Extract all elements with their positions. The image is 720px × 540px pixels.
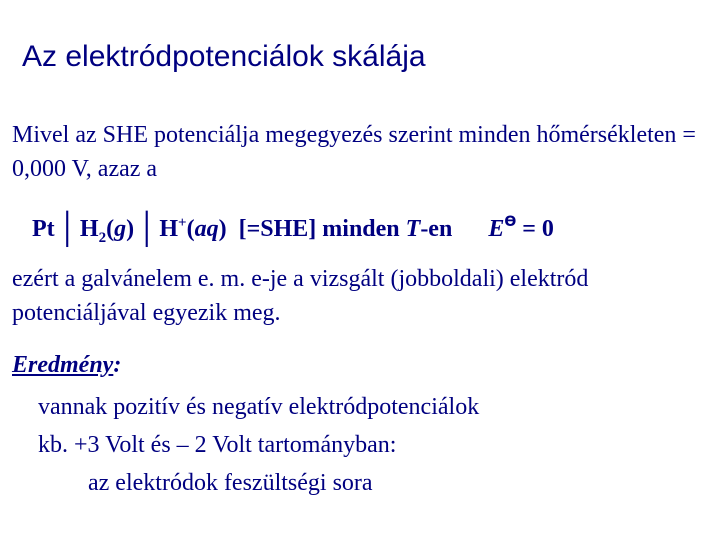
result-heading — [12, 352, 121, 379]
formula-gas-state: (g) — [106, 216, 135, 242]
formula-h2-subscript: 2 — [98, 229, 107, 246]
result-heading-label: Eredmény — [12, 352, 114, 378]
formula-aq-state: (aq) — [186, 216, 227, 242]
cell-notation-formula — [32, 210, 554, 247]
result-line: kb. +3 Volt és – 2 Volt tartományban: — [38, 432, 397, 458]
formula-h2: H — [79, 216, 99, 242]
formula-equals-zero: = 0 — [516, 216, 554, 242]
phase-boundary: │ — [56, 212, 78, 245]
formula-e-symbol: E — [488, 216, 505, 242]
slide-title: Az elektródpotenciálok skálája — [22, 40, 426, 73]
formula-en: -en — [420, 216, 453, 242]
result-line: vannak pozitív és negatív elektródpotenciálok — [38, 394, 480, 420]
result-line: az elektródok feszültségi sora — [88, 470, 373, 496]
consequence-paragraph: ezért a galvánelem e. m. e-je a vizsgált (jobboldali) elektród potenciáljával egyezik meg. — [12, 266, 589, 326]
formula-she-text: [=SHE] minden — [238, 216, 406, 242]
formula-hplus-charge: + — [178, 215, 187, 231]
intro-paragraph: Mivel az SHE potenciálja megegyezés szerint minden hőmérsékleten = 0,000 V, azaz a — [12, 122, 696, 182]
formula-temperature: T — [405, 216, 421, 242]
result-heading-colon: : — [113, 352, 122, 378]
formula-hplus: H — [159, 216, 179, 242]
formula-pt: Pt — [32, 216, 55, 242]
standard-state-icon: ϴ — [504, 214, 517, 230]
phase-boundary: │ — [136, 212, 158, 245]
